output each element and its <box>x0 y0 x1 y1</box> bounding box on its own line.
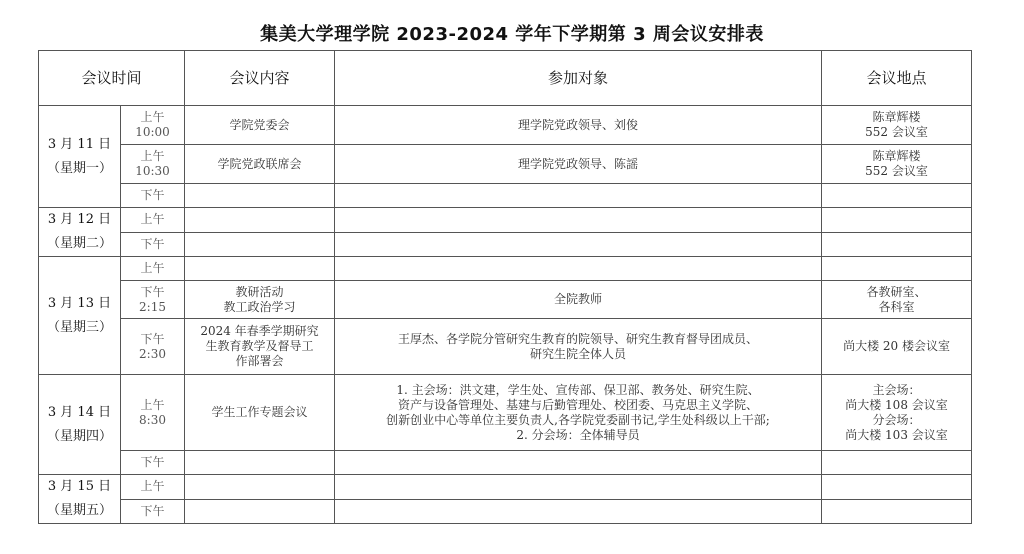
date-label: 3 月 15 日 <box>47 479 112 494</box>
location-cell <box>822 257 972 281</box>
attendees-cell <box>335 475 822 500</box>
table-row <box>39 499 972 524</box>
table-row <box>39 106 972 145</box>
table-row <box>39 375 972 451</box>
content-cell <box>185 257 335 281</box>
table-row <box>39 232 972 257</box>
content-cell <box>185 232 335 257</box>
table-row <box>39 145 972 184</box>
date-label: 3 月 12 日 <box>47 212 112 227</box>
table-header-row <box>39 51 972 106</box>
content-cell: 学院党委会 <box>185 106 335 145</box>
attendees-cell <box>335 184 822 208</box>
content-cell: 学生工作专题会议 <box>185 375 335 451</box>
date-cell <box>39 208 121 257</box>
location-cell <box>822 451 972 475</box>
meeting-schedule-table <box>38 50 972 524</box>
attendees-cell: 1. 主会场：洪文建，学生处、宣传部、保卫部、教务处、研究生院、 资产与设备管理处、基建与后勤管理处、校团委、马克思主义学院、 创新创业中心等单位主要负责人,各学院党委副书记,学生处科级以上干部; 2. 分会场：全体辅导员 <box>335 375 822 451</box>
date-cell <box>39 375 121 475</box>
location-cell: 陈章辉楼 552 会议室 <box>822 145 972 184</box>
date-label: 3 月 14 日 <box>47 404 112 420</box>
weekday-label: （星期二） <box>46 236 112 251</box>
location-cell <box>822 184 972 208</box>
date-label: 3 月 11 日 <box>47 136 112 152</box>
attendees-cell <box>335 208 822 233</box>
weekday-label: （星期一） <box>46 160 112 176</box>
table-row <box>39 208 972 233</box>
content-cell <box>185 451 335 475</box>
weekday-label: （星期五） <box>46 503 112 518</box>
attendees-cell: 王厚杰、各学院分管研究生教育的院领导、研究生教育督导团成员、 研究生院全体人员 <box>335 319 822 375</box>
content-cell <box>185 475 335 500</box>
time-cell: 下午 2:30 <box>121 319 185 375</box>
time-cell: 上午 10:30 <box>121 145 185 184</box>
location-cell <box>822 475 972 500</box>
time-cell: 上午 8:30 <box>121 375 185 451</box>
time-cell: 上午 <box>121 257 185 281</box>
time-cell: 上午 <box>121 475 185 500</box>
time-cell: 上午 <box>121 208 185 233</box>
time-cell: 下午 <box>121 232 185 257</box>
header-location: 会议地点 <box>822 51 972 106</box>
weekday-label: （星期四） <box>46 428 112 444</box>
table-row <box>39 281 972 319</box>
weekday-label: （星期三） <box>46 319 112 335</box>
time-cell: 下午 <box>121 499 185 524</box>
location-cell <box>822 232 972 257</box>
table-row <box>39 475 972 500</box>
time-cell: 下午 2:15 <box>121 281 185 319</box>
table-row <box>39 257 972 281</box>
content-cell <box>185 208 335 233</box>
time-cell: 上午 10:00 <box>121 106 185 145</box>
attendees-cell <box>335 257 822 281</box>
content-cell: 2024 年春季学期研究 生教育教学及督导工 作部署会 <box>185 319 335 375</box>
location-cell: 陈章辉楼 552 会议室 <box>822 106 972 145</box>
date-cell <box>39 257 121 375</box>
attendees-cell: 理学院党政领导、陈謡 <box>335 145 822 184</box>
content-cell: 教研活动 教工政治学习 <box>185 281 335 319</box>
header-time: 会议时间 <box>39 51 185 106</box>
page-title: 集美大学理学院 2023-2024 学年下学期第 3 周会议安排表 <box>260 24 764 45</box>
table-row <box>39 451 972 475</box>
attendees-cell: 全院教师 <box>335 281 822 319</box>
content-cell <box>185 184 335 208</box>
content-cell <box>185 499 335 524</box>
attendees-cell <box>335 499 822 524</box>
location-cell <box>822 499 972 524</box>
header-attendees: 参加对象 <box>335 51 822 106</box>
time-cell: 下午 <box>121 451 185 475</box>
table-row <box>39 319 972 375</box>
table-row <box>39 184 972 208</box>
date-cell <box>39 475 121 524</box>
date-label: 3 月 13 日 <box>47 295 112 311</box>
location-cell: 主会场： 尚大楼 108 会议室 分会场： 尚大楼 103 会议室 <box>822 375 972 451</box>
time-cell: 下午 <box>121 184 185 208</box>
date-cell <box>39 106 121 208</box>
content-cell: 学院党政联席会 <box>185 145 335 184</box>
attendees-cell <box>335 451 822 475</box>
location-cell: 尚大楼 20 楼会议室 <box>822 319 972 375</box>
header-content: 会议内容 <box>185 51 335 106</box>
location-cell <box>822 208 972 233</box>
attendees-cell: 理学院党政领导、刘俊 <box>335 106 822 145</box>
location-cell: 各教研室、 各科室 <box>822 281 972 319</box>
attendees-cell <box>335 232 822 257</box>
